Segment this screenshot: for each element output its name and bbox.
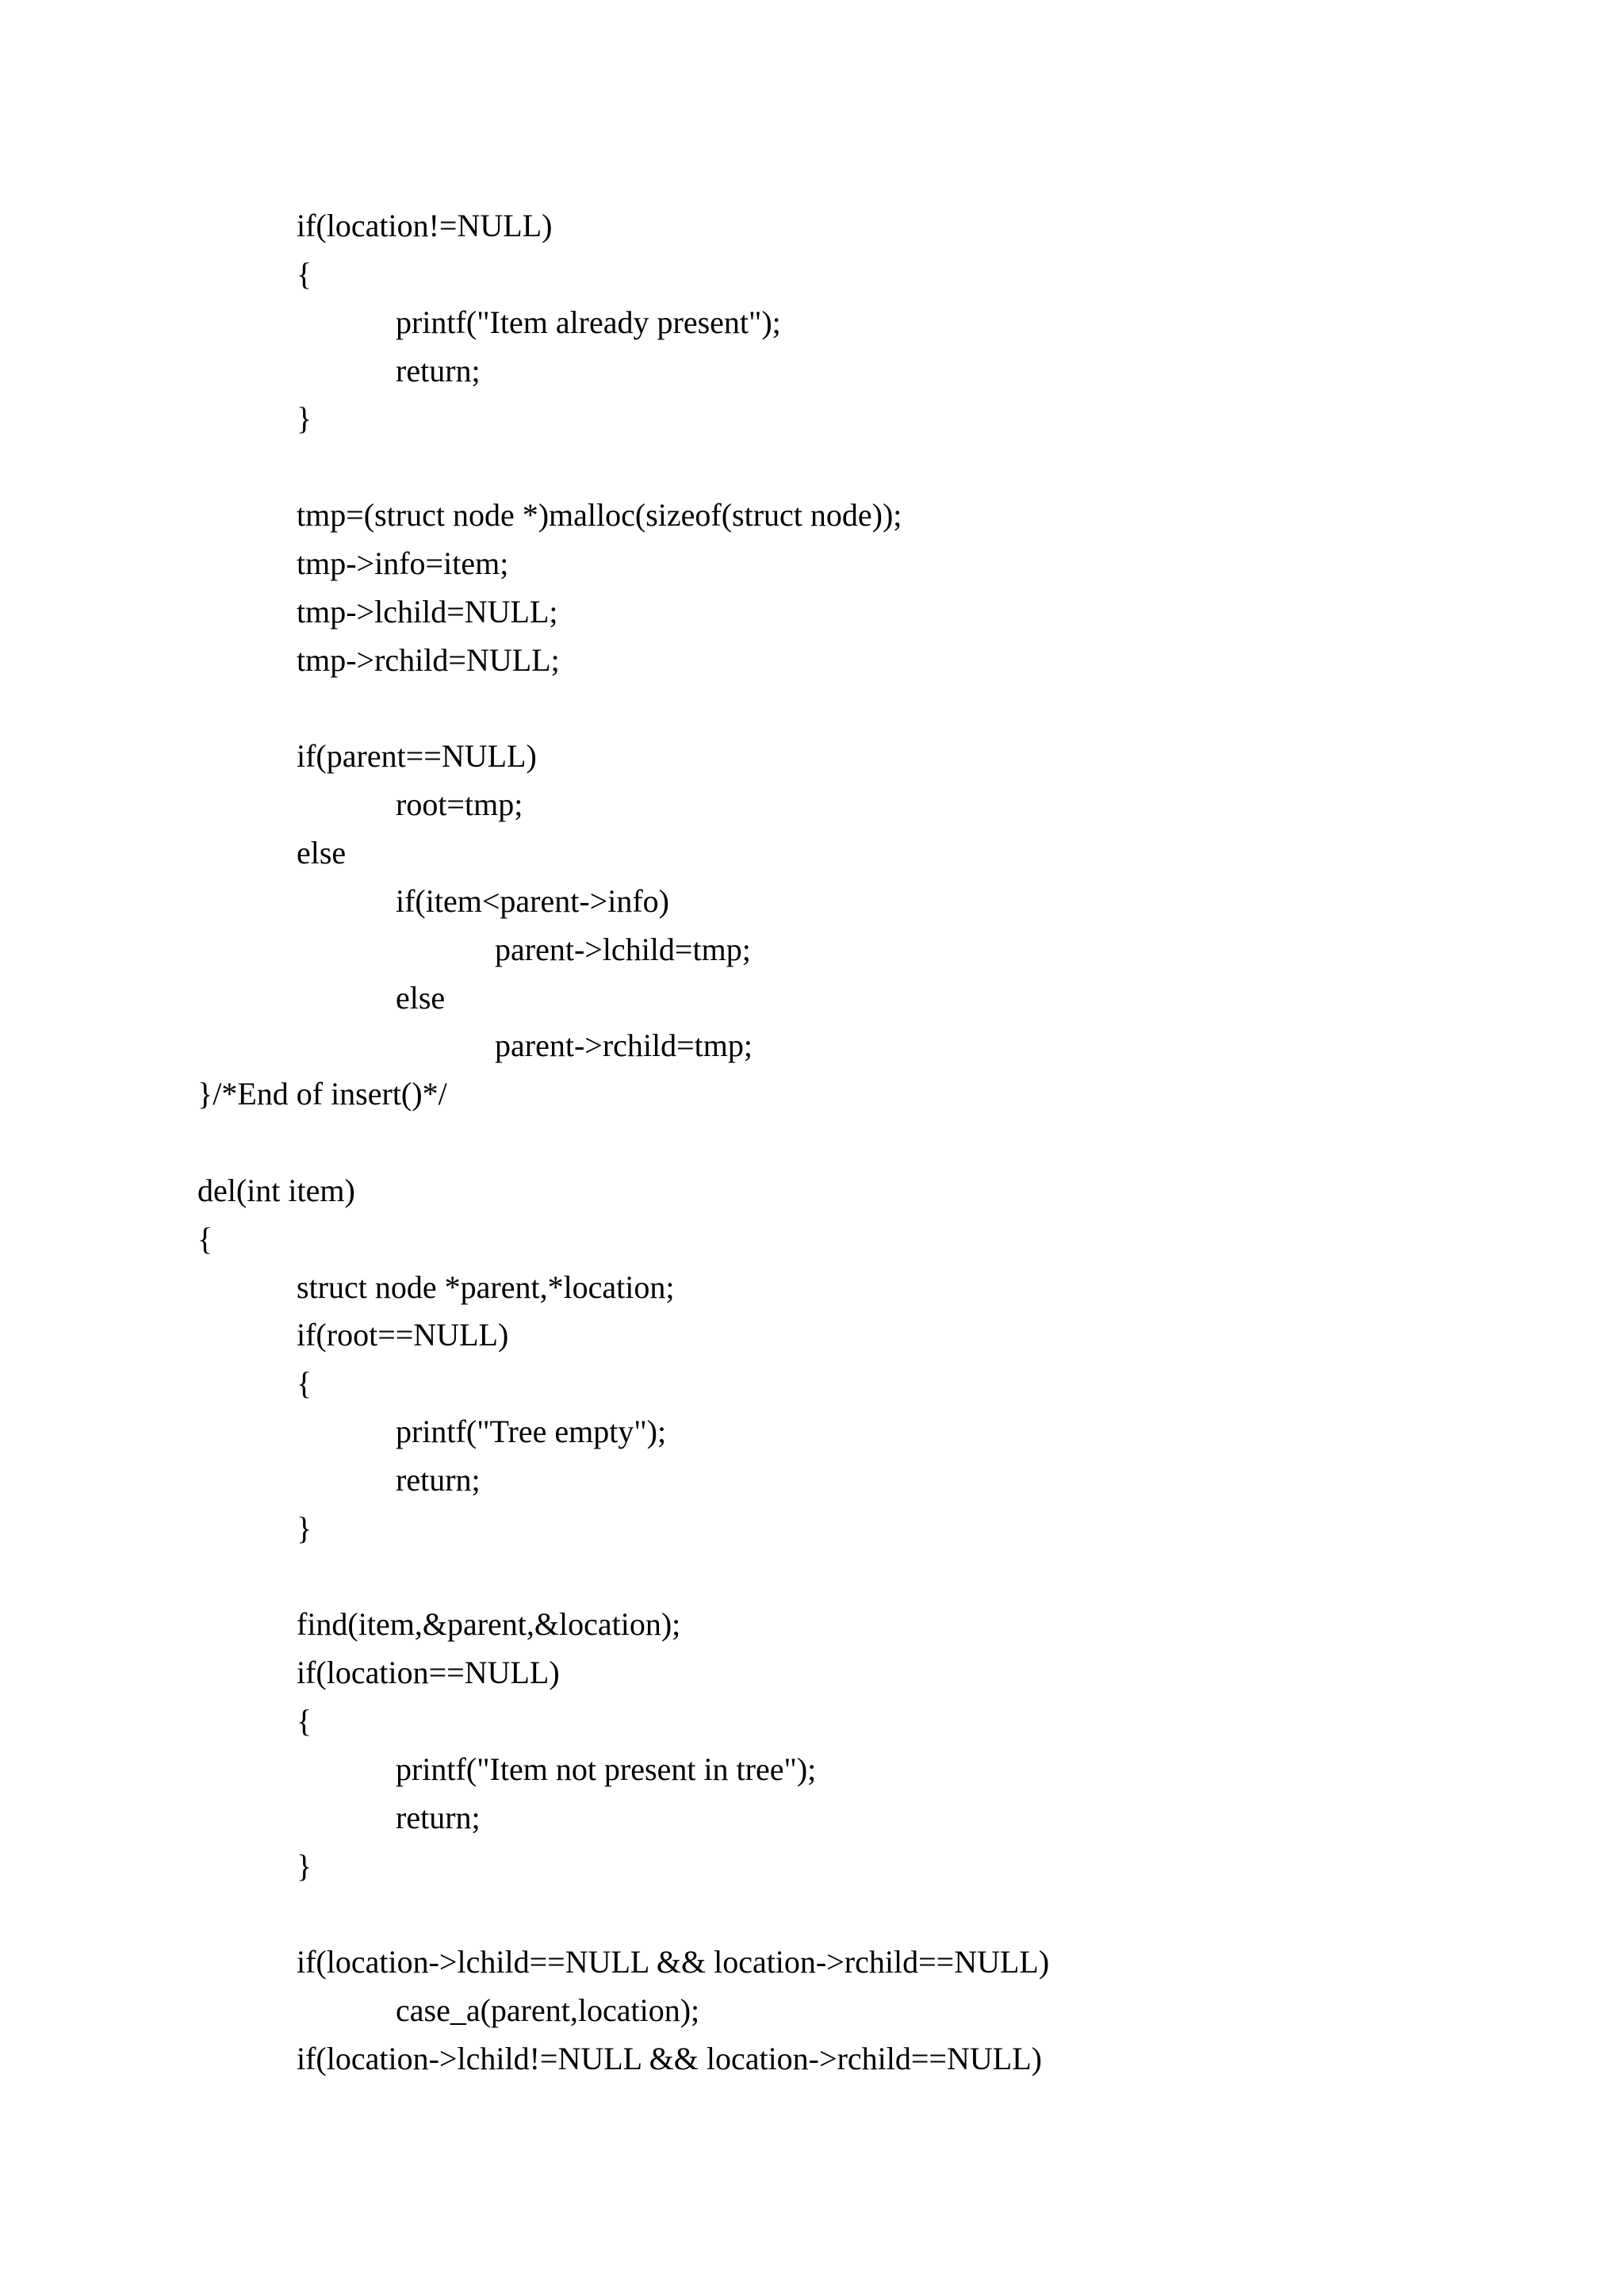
code-line — [0, 347, 1624, 396]
code-line — [0, 299, 1624, 347]
code-line — [0, 1311, 1624, 1360]
code-text: printf("Item not present in tree"); — [396, 1751, 817, 1787]
code-line — [0, 1360, 1624, 1408]
code-line — [0, 1746, 1624, 1794]
code-line — [0, 1843, 1624, 1891]
code-text: } — [297, 1510, 312, 1546]
code-text: parent->lchild=tmp; — [495, 931, 751, 967]
code-text: tmp->lchild=NULL; — [297, 593, 558, 629]
blank-line — [0, 1553, 1624, 1601]
code-line — [0, 2035, 1624, 2084]
code-line — [0, 829, 1624, 878]
code-line — [0, 540, 1624, 588]
code-text: tmp->rchild=NULL; — [297, 641, 560, 678]
code-text: if(location==NULL) — [297, 1655, 560, 1691]
code-text: if(item<parent->info) — [396, 882, 669, 919]
code-text: } — [297, 400, 312, 437]
code-text: else — [396, 979, 446, 1016]
code-line — [0, 1456, 1624, 1505]
code-line — [0, 1697, 1624, 1746]
code-line — [0, 1167, 1624, 1215]
code-text: root=tmp; — [396, 786, 523, 823]
code-text: tmp=(struct node *)malloc(sizeof(struct node)); — [297, 497, 902, 534]
code-line — [0, 1215, 1624, 1264]
code-text: return; — [396, 1461, 481, 1498]
code-text: del(int item) — [197, 1172, 355, 1208]
code-text: if(location->lchild==NULL && location->rchild==NULL) — [297, 1944, 1050, 1980]
code-line — [0, 974, 1624, 1023]
code-line — [0, 733, 1624, 781]
code-line — [0, 1022, 1624, 1070]
code-text: printf("Tree empty"); — [396, 1414, 667, 1450]
code-text: { — [297, 1703, 312, 1739]
code-text: }/*End of insert()*/ — [197, 1076, 447, 1112]
blank-line — [0, 443, 1624, 492]
blank-line — [0, 1119, 1624, 1167]
code-line — [0, 202, 1624, 251]
code-text: if(location->lchild!=NULL && location->rchild==NULL) — [297, 2041, 1042, 2077]
code-text: case_a(parent,location); — [396, 1992, 700, 2029]
code-text: { — [297, 255, 312, 292]
code-text: { — [197, 1220, 213, 1257]
code-text: } — [297, 1847, 312, 1884]
code-text: if(root==NULL) — [297, 1317, 509, 1353]
code-text: tmp->info=item; — [297, 545, 509, 581]
blank-line — [0, 684, 1624, 733]
code-line — [0, 1794, 1624, 1843]
code-line — [0, 1601, 1624, 1649]
blank-line — [0, 1891, 1624, 1939]
code-line — [0, 251, 1624, 299]
code-listing — [0, 202, 1624, 2084]
code-text: find(item,&parent,&location); — [297, 1606, 681, 1643]
code-line — [0, 1649, 1624, 1697]
code-line — [0, 637, 1624, 685]
code-text: printf("Item already present"); — [396, 304, 781, 340]
code-text: if(location!=NULL) — [297, 208, 553, 243]
code-line — [0, 1987, 1624, 2035]
code-line — [0, 781, 1624, 829]
code-text: struct node *parent,*location; — [297, 1269, 675, 1305]
code-text: else — [297, 834, 347, 871]
code-text: return; — [396, 1799, 481, 1835]
code-text: return; — [396, 352, 481, 388]
code-line — [0, 1505, 1624, 1553]
code-line — [0, 395, 1624, 443]
code-text: parent->rchild=tmp; — [495, 1027, 753, 1064]
code-line — [0, 1938, 1624, 1987]
code-line — [0, 878, 1624, 926]
code-line — [0, 588, 1624, 637]
code-line — [0, 492, 1624, 540]
code-line — [0, 1070, 1624, 1119]
code-text: if(parent==NULL) — [297, 738, 537, 775]
code-line — [0, 1264, 1624, 1312]
code-line — [0, 926, 1624, 974]
code-line — [0, 1408, 1624, 1456]
code-text: { — [297, 1365, 312, 1402]
